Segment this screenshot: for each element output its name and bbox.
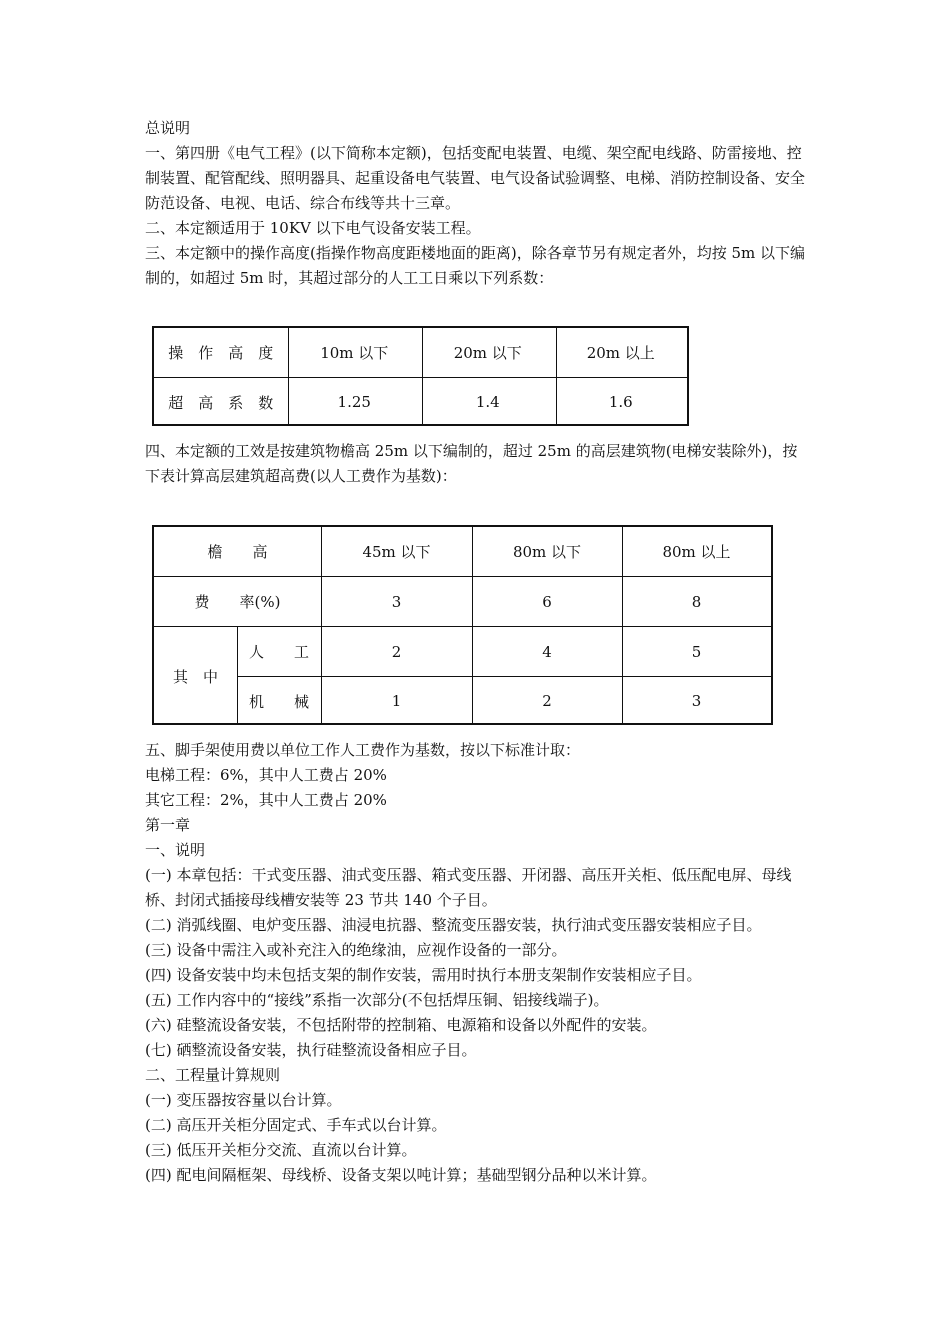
table2-cell: 人 工 (248, 643, 309, 661)
mid-section (145, 439, 811, 489)
table2-machine-row (237, 677, 771, 725)
table1-cell: 1.6 (608, 393, 633, 411)
list-item: (二) 消弧线圈、电炉变压器、油浸电抗器、整流变压器安装，执行油式变压器安装相应子目。 (145, 916, 762, 934)
paragraph-1: 一、第四册《电气工程》(以下简称本定额)，包括变配电装置、电缆、架空配电线路、防雷接地、控制装置、配管配线、照明器具、起重设备电气装置、电气设备试验调整、电梯、消防控制设备、安全防范设备、电视、电话、综合布线等共十三章。 (145, 144, 806, 212)
rest-section (145, 738, 811, 1188)
paragraph-2: 二、本定额适用于 10KV 以下电气设备安装工程。 (145, 219, 481, 237)
surcharge-table (152, 525, 773, 725)
table2-cell: 1 (391, 692, 402, 710)
table2-header-row (154, 527, 771, 576)
table2-cell: 檐 高 (207, 543, 268, 561)
table2-cell: 8 (691, 592, 702, 611)
rule-item: (一) 变压器按容量以台计算。 (145, 1091, 342, 1109)
table2-cell: 45m 以下 (362, 543, 431, 561)
list-item: (七) 硒整流设备安装，执行硅整流设备相应子目。 (145, 1041, 477, 1059)
table2-cell: 3 (691, 692, 702, 710)
table1-header-row (154, 328, 687, 377)
table1-cell: 10m 以下 (320, 344, 389, 362)
table2-rate-row (154, 577, 771, 626)
list-item: (六) 硅整流设备安装，不包括附带的控制箱、电源箱和设备以外配件的安装。 (145, 1016, 657, 1034)
table2-cell: 80m 以下 (512, 543, 582, 561)
table2-cell: 费 率(%) (194, 593, 281, 611)
table1-cell: 1.4 (475, 393, 500, 411)
paragraph-6: 电梯工程：6%，其中人工费占 20% (145, 766, 387, 784)
table2-cell: 6 (542, 592, 552, 611)
section-heading-1: 一、说明 (145, 841, 206, 859)
intro-section (145, 116, 811, 291)
height-coefficient-table (152, 326, 689, 426)
table1-cell: 超 高 系 数 (168, 393, 274, 412)
table2-cell: 2 (542, 692, 552, 710)
table2-cell: 5 (691, 642, 702, 661)
rule-item: (二) 高压开关柜分固定式、手车式以台计算。 (145, 1116, 447, 1134)
table1-cell: 20m 以上 (586, 344, 655, 362)
chapter-heading: 第一章 (145, 816, 191, 834)
list-item: (五) 工作内容中的“接线”系指一次部分(不包括焊压铜、铝接线端子)。 (145, 991, 609, 1009)
paragraph-7: 其它工程：2%，其中人工费占 20% (145, 791, 387, 809)
table2-cell: 4 (542, 642, 552, 661)
table1-value-row (154, 378, 687, 426)
rule-item: (三) 低压开关柜分交流、直流以台计算。 (145, 1141, 417, 1159)
paragraph-5: 五、脚手架使用费以单位工作人工费作为基数，按以下标准计取： (145, 741, 581, 759)
table2-cell: 机 械 (248, 692, 309, 711)
doc-title: 总说明 (145, 119, 191, 137)
section-heading-2: 二、工程量计算规则 (145, 1066, 281, 1084)
table2-labor-row (237, 627, 771, 676)
paragraph-4: 四、本定额的工效是按建筑物檐高 25m 以下编制的，超过 25m 的高层建筑物(电梯安装除外)，按下表计算高层建筑超高费(以人工费作为基数)： (145, 442, 798, 485)
list-item: (四) 设备安装中均未包括支架的制作安装，需用时执行本册支架制作安装相应子目。 (145, 966, 702, 984)
rule-item: (四) 配电间隔框架、母线桥、设备支架以吨计算；基础型钢分品种以米计算。 (145, 1166, 657, 1184)
table2-cell: 3 (391, 592, 402, 611)
table2-group-label: 其 中 (172, 667, 218, 686)
table1-cell: 20m 以下 (453, 344, 522, 362)
table1-cell: 操 作 高 度 (168, 344, 274, 362)
table1-cell: 1.25 (337, 393, 371, 411)
list-item: (一) 本章包括：干式变压器、油式变压器、箱式变压器、开闭器、高压开关柜、低压配电屏、母线桥、封闭式插接母线槽安装等 23 节共 140 个子目。 (145, 866, 792, 909)
table2-cell: 2 (391, 642, 402, 661)
list-item: (三) 设备中需注入或补充注入的绝缘油，应视作设备的一部分。 (145, 941, 567, 959)
table2-cell: 80m 以上 (662, 543, 731, 561)
paragraph-3: 三、本定额中的操作高度(指操作物高度距楼地面的距离)，除各章节另有规定者外，均按 5m 以下编制的，如超过 5m 时，其超过部分的人工工日乘以下列系数： (145, 244, 806, 287)
